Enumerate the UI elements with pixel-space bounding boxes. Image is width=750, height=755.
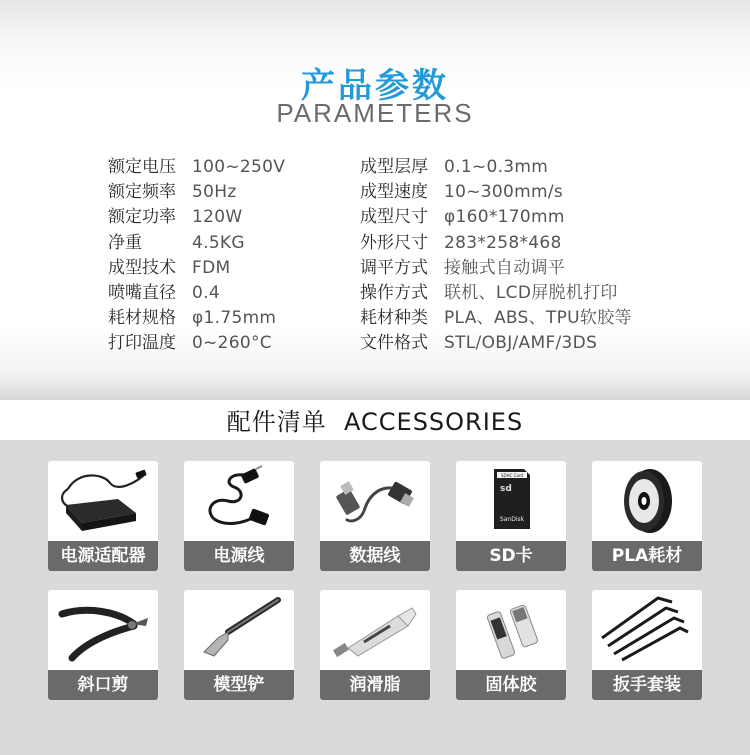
param-row [108, 155, 285, 180]
accessory-card-power-cord [184, 461, 294, 571]
param-label: 文件格式 [360, 333, 428, 354]
param-row [360, 231, 632, 256]
param-value: 0.1~0.3mm [444, 157, 549, 177]
param-label: 净重 [108, 232, 142, 253]
param-value: PLA、ABS、TPU软胶等 [444, 308, 632, 329]
sd-card-brand: SanDisk [499, 516, 525, 523]
param-value: 283*258*468 [444, 232, 562, 253]
side-cutter-icon [48, 590, 158, 670]
accessory-label: 扳手套装 [592, 670, 702, 700]
param-row [360, 256, 632, 281]
param-value: 联机、LCD屏脱机打印 [444, 282, 618, 303]
param-row [360, 205, 632, 230]
param-value: 4.5KG [192, 232, 245, 253]
param-value: 接触式自动调平 [444, 257, 566, 278]
param-value: φ1.75mm [192, 308, 277, 329]
grease-tube-icon [320, 590, 430, 670]
param-value: φ160*170mm [444, 207, 565, 228]
accessory-card-power-adapter [48, 461, 158, 571]
filament-spool-icon [592, 461, 702, 541]
param-row [360, 155, 632, 180]
params-left-column [108, 155, 285, 357]
param-value: 0~260°C [192, 333, 272, 354]
params-right-column [360, 155, 632, 357]
param-row [108, 205, 285, 230]
param-label: 成型速度 [360, 182, 428, 203]
param-label: 调平方式 [360, 257, 428, 278]
param-label: 额定功率 [108, 207, 176, 228]
accessory-label: 电源适配器 [48, 541, 158, 571]
accessory-label: 润滑脂 [320, 670, 430, 700]
param-row [360, 306, 632, 331]
param-value: STL/OBJ/AMF/3DS [444, 333, 598, 354]
param-label: 外形尺寸 [360, 232, 428, 253]
param-row [108, 256, 285, 281]
accessory-label: 固体胶 [456, 670, 566, 700]
power-adapter-icon [48, 461, 158, 541]
param-row [360, 281, 632, 306]
param-label: 操作方式 [360, 282, 428, 303]
param-label: 打印温度 [108, 333, 176, 354]
accessory-card-hex-keys [592, 590, 702, 700]
hex-key-set-icon [592, 590, 702, 670]
sd-card-text: SDHC Card [500, 473, 524, 478]
param-label: 成型技术 [108, 257, 176, 278]
param-row [360, 180, 632, 205]
param-label: 耗材规格 [108, 308, 176, 329]
param-row [108, 306, 285, 331]
accessories-title: 配件清单 ACCESSORIES [226, 408, 524, 436]
accessory-card-scraper [184, 590, 294, 700]
param-label: 耗材种类 [360, 308, 428, 329]
accessory-card-usb-cable [320, 461, 430, 571]
accessory-label: PLA耗材 [592, 541, 702, 571]
param-label: 喷嘴直径 [108, 282, 176, 303]
svg-text:sd: sd [500, 484, 512, 494]
param-row [108, 331, 285, 356]
accessory-card-side-cutter [48, 590, 158, 700]
accessory-card-pla-filament [592, 461, 702, 571]
param-label: 成型尺寸 [360, 207, 428, 228]
parameters-title-cn: 产品参数 [301, 66, 449, 106]
power-cord-icon [184, 461, 294, 541]
param-label: 额定电压 [108, 157, 176, 177]
param-label: 额定频率 [108, 182, 176, 203]
accessory-label: 斜口剪 [48, 670, 158, 700]
param-value: 100~250V [192, 157, 286, 177]
param-value: 120W [192, 207, 243, 228]
param-value: FDM [192, 257, 231, 278]
sd-card-icon [456, 461, 566, 541]
usb-cable-icon [320, 461, 430, 541]
accessory-card-glue-stick [456, 590, 566, 700]
accessory-label: SD卡 [456, 541, 566, 571]
param-row [108, 231, 285, 256]
accessory-label: 模型铲 [184, 670, 294, 700]
param-row [108, 281, 285, 306]
param-value: 10~300mm/s [444, 182, 564, 203]
param-row [360, 331, 632, 356]
glue-stick-icon [456, 590, 566, 670]
scraper-icon [184, 590, 294, 670]
parameters-title-en: PARAMETERS [276, 98, 474, 128]
accessory-card-sd-card [456, 461, 566, 571]
param-label: 成型层厚 [360, 157, 428, 177]
accessory-label: 数据线 [320, 541, 430, 571]
accessory-card-grease [320, 590, 430, 700]
param-value: 0.4 [192, 282, 220, 303]
accessories-grid [0, 440, 750, 755]
param-row [108, 180, 285, 205]
param-value: 50Hz [192, 182, 237, 203]
accessory-label: 电源线 [184, 541, 294, 571]
